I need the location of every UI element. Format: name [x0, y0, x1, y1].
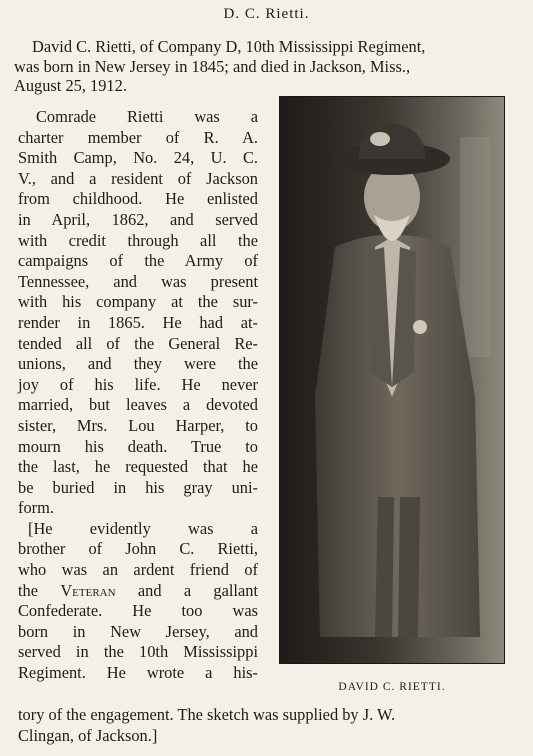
note-line: [He evidently was a: [28, 518, 258, 538]
body-line: V., and a resident of Jackson: [18, 168, 258, 188]
portrait-caption: DAVID C. RIETTI.: [338, 681, 446, 693]
intro-paragraph: [14, 37, 520, 96]
body-line: Tennessee, and was present: [18, 271, 258, 291]
body-line: mourn his death. True to: [18, 436, 258, 456]
body-line: from childhood. He enlisted: [18, 189, 258, 209]
body-line: joy of his life. He never: [18, 374, 258, 394]
article-heading: D. C. Rietti.: [223, 6, 310, 22]
body-line: sister, Mrs. Lou Harper, to: [18, 415, 258, 435]
note-line: Regiment. He wrote a his-: [18, 663, 258, 683]
note-line: Confederate. He too was: [18, 601, 258, 621]
body-line: form.: [18, 498, 54, 518]
note-line: brother of John C. Rietti,: [18, 539, 258, 559]
body-line: unions, and they were the: [18, 354, 258, 374]
body-column: [18, 107, 258, 684]
body-line: render in 1865. He had at-: [18, 312, 258, 332]
body-line: Comrade Rietti was a: [36, 107, 258, 126]
intro-line-3: August 25, 1912.: [14, 76, 127, 96]
body-line: in April, 1862, and served: [18, 209, 258, 229]
note-line: born in New Jersey, and: [18, 621, 258, 641]
portrait-illustration: [280, 97, 504, 663]
body-line: with his company at the sur-: [18, 292, 258, 312]
body-line: Smith Camp, No. 24, U. C.: [18, 148, 258, 168]
closing-line-2: Clingan, of Jackson.]: [18, 726, 158, 745]
body-line: campaigns of the Army of: [18, 251, 258, 271]
body-line: tended all of the General Re-: [18, 333, 258, 353]
note-line: served in the 10th Mississippi: [18, 642, 258, 662]
veteran-word: Veteran: [60, 580, 116, 600]
intro-line-1: David C. Rietti, of Company D, 10th Mississippi Regiment,: [32, 37, 426, 56]
note-line: who was an ardent friend of: [18, 560, 258, 580]
body-line: married, but leaves a devoted: [18, 395, 258, 415]
body-line: be buried in his gray uni-: [18, 477, 258, 497]
body-line: with credit through all the: [18, 230, 258, 250]
intro-line-2: was born in New Jersey in 1845; and died in Jackson, Miss.,: [14, 56, 411, 76]
portrait-photo: [279, 96, 505, 664]
body-line: charter member of R. A.: [18, 127, 258, 147]
closing-line-1: tory of the engagement. The sketch was supplied by J. W.: [18, 705, 396, 724]
body-line: the last, he requested that he: [18, 457, 258, 477]
note-line-veteran: the Veteran and a gallant: [18, 580, 258, 600]
